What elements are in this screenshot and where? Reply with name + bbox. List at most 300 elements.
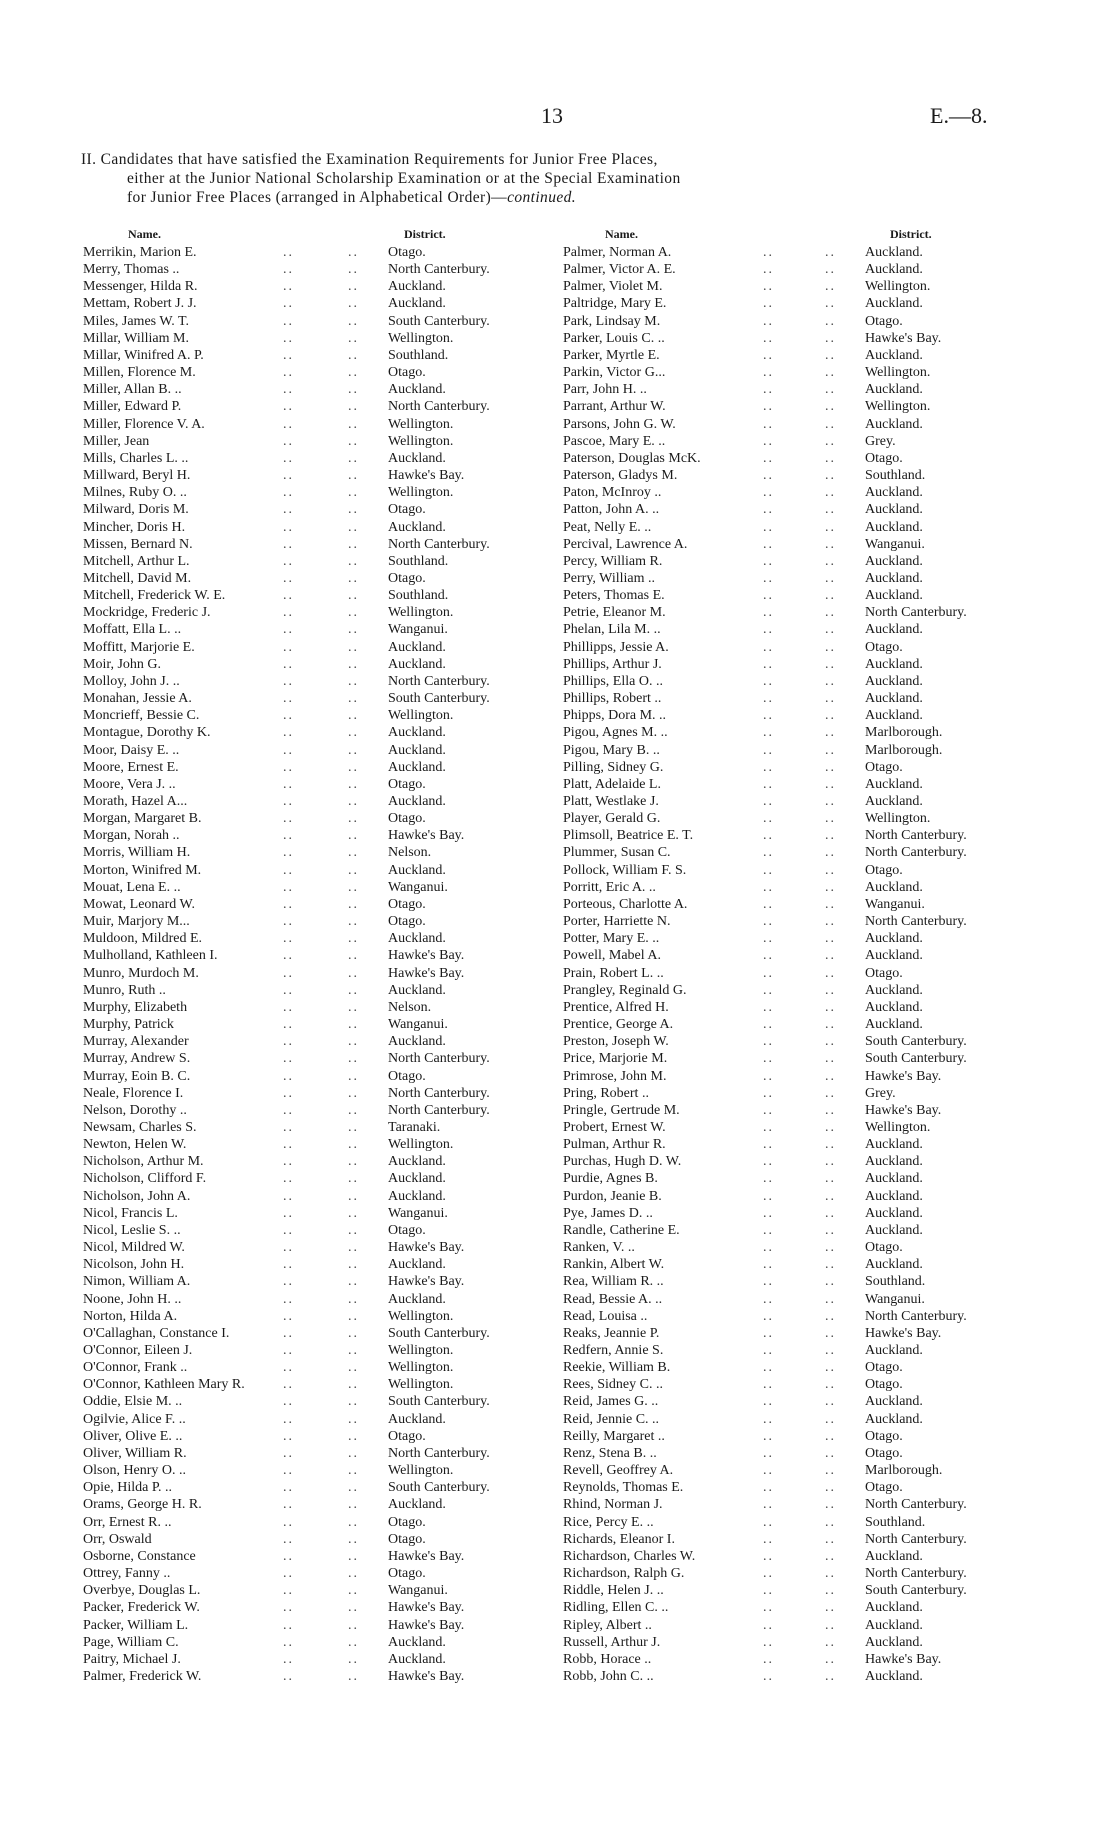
candidate-district: Hawke's Bay. [388,468,465,484]
candidate-name: Russell, Arthur J. [563,1634,661,1650]
leader-dots: .. [825,948,836,964]
candidate-district: Wellington. [865,811,931,827]
leader-dots: .. [348,1051,359,1067]
table-row [83,587,553,604]
leader-dots: .. [348,1274,359,1290]
table-row [563,570,1033,587]
table-row [563,1445,1033,1462]
candidate-district: Auckland. [388,1188,446,1204]
table-row [83,1153,553,1170]
candidate-name: Pring, Robert .. [563,1085,649,1101]
leader-dots: .. [283,828,294,844]
candidate-name: Potter, Mary E. .. [563,931,660,947]
candidate-district: Auckland. [865,999,923,1015]
candidate-name: Orr, Ernest R. .. [83,1514,172,1530]
table-row [83,1376,553,1393]
candidate-district: Otago. [388,245,426,260]
candidate-district: Auckland. [865,1617,923,1633]
candidate-name: Rhind, Norman J. [563,1497,663,1513]
leader-dots: .. [763,1360,774,1376]
table-row [83,1651,553,1668]
table-row [83,433,553,450]
candidate-name: Phelan, Lila M. .. [563,622,661,638]
leader-dots: .. [283,382,294,398]
leader-dots: .. [283,1034,294,1050]
candidate-name: Phillips, Ella O. .. [563,673,663,689]
table-row [83,621,553,638]
candidate-name: Molloy, John J. .. [83,673,180,689]
candidate-name: Parrant, Arthur W. [563,399,666,415]
leader-dots: .. [825,965,836,981]
leader-dots: .. [825,1600,836,1616]
leader-dots: .. [348,1325,359,1341]
table-row [83,639,553,656]
leader-dots: .. [763,1257,774,1273]
table-row [563,1239,1033,1256]
candidate-district: Auckland. [865,982,923,998]
leader-dots: .. [283,279,294,295]
candidate-district: Auckland. [388,1411,446,1427]
leader-dots: .. [283,1600,294,1616]
leader-dots: .. [348,896,359,912]
leader-dots: .. [348,1668,359,1684]
candidate-district: Otago. [388,1068,426,1084]
candidate-name: Mouat, Lena E. .. [83,879,181,895]
leader-dots: .. [283,296,294,312]
candidate-district: Otago. [865,862,903,878]
table-row [563,398,1033,415]
leader-dots: .. [348,931,359,947]
candidate-name: Palmer, Violet M. [563,279,663,295]
leader-dots: .. [825,1514,836,1530]
table-row [563,1462,1033,1479]
leader-dots: .. [825,794,836,809]
leader-dots: .. [348,1171,359,1187]
leader-dots: .. [283,605,294,621]
candidate-name: Millar, William M. [83,330,189,346]
leader-dots: .. [825,1171,836,1187]
leader-dots: .. [763,313,774,329]
candidate-district: Otago. [865,639,903,655]
table-row [563,1291,1033,1308]
table-row [563,1514,1033,1531]
table-row [83,1393,553,1410]
candidate-name: Randle, Catherine E. [563,1222,680,1238]
candidate-district: Auckland. [865,1137,923,1153]
table-row [83,1496,553,1513]
leader-dots: .. [763,1394,774,1410]
leader-dots: .. [763,605,774,621]
candidate-district: Wellington. [388,1360,454,1376]
table-row [83,965,553,982]
leader-dots: .. [825,1188,836,1204]
candidate-name: Morgan, Norah .. [83,828,180,844]
table-row [563,519,1033,536]
section-heading [81,150,1031,207]
table-row [83,467,553,484]
leader-dots: .. [825,502,836,518]
table-row [563,381,1033,398]
leader-dots: .. [348,776,359,792]
candidate-name: Monahan, Jessie A. [83,691,192,707]
table-row [83,1359,553,1376]
table-row [563,1256,1033,1273]
leader-dots: .. [348,1497,359,1513]
candidate-name: Mincher, Doris H. [83,519,186,535]
leader-dots: .. [283,811,294,827]
leader-dots: .. [825,1291,836,1307]
leader-dots: .. [763,1171,774,1187]
candidate-name: Nicol, Francis L. [83,1205,178,1221]
leader-dots: .. [825,1445,836,1461]
leader-dots: .. [348,433,359,449]
candidate-name: Percy, William R. [563,553,663,569]
candidate-district: South Canterbury. [865,1051,967,1067]
candidate-name: Renz, Stena B. .. [563,1445,657,1461]
candidate-district: Otago. [388,1514,426,1530]
leader-dots: .. [825,1274,836,1290]
table-row [83,553,553,570]
candidate-district: Auckland. [388,656,446,672]
table-row [83,1068,553,1085]
leader-dots: .. [763,1548,774,1564]
table-row [563,484,1033,501]
leader-dots: .. [348,1291,359,1307]
candidate-name: Morris, William H. [83,845,191,861]
table-row [563,1428,1033,1445]
table-row [83,484,553,501]
candidate-name: Miller, Edward P. [83,399,182,415]
candidate-district: Auckland. [865,296,923,312]
candidate-district: Wellington. [388,433,454,449]
candidate-name: Overbye, Douglas L. [83,1583,201,1599]
candidate-name: Rea, William R. .. [563,1274,664,1290]
leader-dots: .. [283,1222,294,1238]
leader-dots: .. [825,365,836,381]
leader-dots: .. [348,296,359,312]
candidate-district: Auckland. [865,485,923,501]
leader-dots: .. [825,262,836,278]
leader-dots: .. [283,982,294,998]
leader-dots: .. [763,1566,774,1582]
leader-dots: .. [283,433,294,449]
leader-dots: .. [348,1463,359,1479]
leader-dots: .. [348,1308,359,1324]
candidate-district: Auckland. [388,296,446,312]
leader-dots: .. [825,1240,836,1256]
table-row [83,1205,553,1222]
leader-dots: .. [763,245,774,260]
candidate-district: Hawke's Bay. [388,1548,465,1564]
leader-dots: .. [283,896,294,912]
table-row [563,965,1033,982]
leader-dots: .. [825,811,836,827]
leader-dots: .. [348,622,359,638]
table-row [83,1085,553,1102]
table-row [83,1411,553,1428]
candidate-name: Packer, William L. [83,1617,189,1633]
candidate-district: Auckland. [865,1171,923,1187]
leader-dots: .. [825,1394,836,1410]
leader-dots: .. [825,639,836,655]
leader-dots: .. [348,262,359,278]
candidate-district: Marlborough. [865,725,943,741]
leader-dots: .. [348,742,359,758]
candidate-name: Plimsoll, Beatrice E. T. [563,828,694,844]
left-name-column-header: Name. [128,227,161,241]
candidate-district: Auckland. [865,588,923,604]
leader-dots: .. [283,468,294,484]
table-row [83,1050,553,1067]
leader-dots: .. [825,1137,836,1153]
candidate-name: Muldoon, Mildred E. [83,931,202,947]
leader-dots: .. [348,553,359,569]
leader-dots: .. [763,914,774,930]
leader-dots: .. [763,1428,774,1444]
candidate-district: Auckland. [388,1497,446,1513]
candidate-district: Wanganui. [388,1205,448,1221]
leader-dots: .. [283,1017,294,1033]
candidate-name: Milnes, Ruby O. .. [83,485,187,501]
leader-dots: .. [825,845,836,861]
heading-continued: continued. [507,189,577,206]
candidate-district: Auckland. [865,553,923,569]
table-row [83,244,553,261]
leader-dots: .. [283,1394,294,1410]
table-row [83,724,553,741]
leader-dots: .. [763,1051,774,1067]
candidate-name: O'Connor, Frank .. [83,1360,188,1376]
heading-line-3-text: for Junior Free Places (arranged in Alphabetical Order)— [127,189,508,206]
leader-dots: .. [348,1017,359,1033]
leader-dots: .. [348,965,359,981]
leader-dots: .. [825,519,836,535]
candidate-name: Porteous, Charlotte A. [563,896,688,912]
table-row [563,896,1033,913]
table-row [83,330,553,347]
candidate-district: Auckland. [388,450,446,466]
candidate-name: Plummer, Susan C. [563,845,671,861]
leader-dots: .. [283,1102,294,1118]
table-row [83,1188,553,1205]
leader-dots: .. [763,879,774,895]
leader-dots: .. [825,1034,836,1050]
candidate-name: Phillips, Robert .. [563,691,662,707]
leader-dots: .. [825,468,836,484]
candidate-name: Robb, John C. .. [563,1668,654,1684]
candidate-name: Pascoe, Mary E. .. [563,433,666,449]
candidate-district: Auckland. [865,673,923,689]
leader-dots: .. [763,862,774,878]
leader-dots: .. [348,605,359,621]
table-row [83,844,553,861]
candidate-name: Powell, Mabel A. [563,948,661,964]
table-row [563,1376,1033,1393]
candidate-district: North Canterbury. [388,673,490,689]
heading-line-3 [81,188,1031,207]
leader-dots: .. [283,639,294,655]
candidate-district: Wellington. [865,279,931,295]
candidate-name: Muir, Marjory M... [83,914,190,930]
candidate-name: Ridling, Ellen C. .. [563,1600,669,1616]
leader-dots: .. [825,553,836,569]
candidate-district: Taranaki. [388,1119,441,1135]
candidate-district: Wanganui. [865,1291,925,1307]
table-row [563,278,1033,295]
candidate-district: Grey. [865,1085,896,1101]
leader-dots: .. [348,416,359,432]
table-row [83,1119,553,1136]
leader-dots: .. [763,656,774,672]
leader-dots: .. [825,622,836,638]
table-row [83,999,553,1016]
leader-dots: .. [348,1600,359,1616]
leader-dots: .. [348,365,359,381]
leader-dots: .. [763,399,774,415]
leader-dots: .. [825,1085,836,1101]
right-district-column-header: District. [890,227,932,241]
candidate-name: Platt, Westlake J. [563,794,659,809]
candidate-district: Southland. [865,1274,926,1290]
candidate-district: Otago. [865,1480,903,1496]
leader-dots: .. [348,570,359,586]
leader-dots: .. [348,1343,359,1358]
table-row [83,570,553,587]
leader-dots: .. [763,1085,774,1101]
candidate-district: Auckland. [865,1394,923,1410]
candidate-name: Oliver, William R. [83,1445,187,1461]
candidate-name: Newton, Helen W. [83,1137,187,1153]
table-row [563,1565,1033,1582]
leader-dots: .. [348,1119,359,1135]
table-row [563,639,1033,656]
table-row [563,673,1033,690]
leader-dots: .. [348,1188,359,1204]
leader-dots: .. [348,1548,359,1564]
table-row [563,1617,1033,1634]
table-row [563,930,1033,947]
candidate-district: Auckland. [865,1154,923,1170]
candidate-district: Auckland. [865,245,923,260]
candidate-name: Pigou, Agnes M. .. [563,725,668,741]
leader-dots: .. [825,313,836,329]
candidate-name: Reilly, Margaret .. [563,1428,665,1444]
candidate-name: Oddie, Elsie M. .. [83,1394,183,1410]
candidate-district: Southland. [388,553,449,569]
candidate-district: North Canterbury. [865,1531,967,1547]
candidate-name: Miller, Jean [83,433,150,449]
leader-dots: .. [348,1085,359,1101]
candidate-district: North Canterbury. [865,914,967,930]
leader-dots: .. [763,673,774,689]
table-row [563,1496,1033,1513]
candidate-district: Wellington. [388,416,454,432]
candidate-district: Wanganui. [388,1017,448,1033]
leader-dots: .. [348,725,359,741]
candidate-name: Parkin, Victor G... [563,365,666,381]
leader-dots: .. [825,914,836,930]
candidate-name: Prentice, Alfred H. [563,999,669,1015]
table-row [563,1033,1033,1050]
leader-dots: .. [825,416,836,432]
leader-dots: .. [348,673,359,689]
candidate-district: Wanganui. [388,879,448,895]
leader-dots: .. [763,536,774,552]
candidate-name: Montague, Dorothy K. [83,725,211,741]
leader-dots: .. [825,1463,836,1479]
candidate-district: Auckland. [865,1205,923,1221]
candidate-name: Osborne, Constance [83,1548,196,1564]
table-row [83,347,553,364]
candidate-district: Hawke's Bay. [865,330,942,346]
candidate-name: Reynolds, Thomas E. [563,1480,684,1496]
table-row [83,1256,553,1273]
leader-dots: .. [825,1119,836,1135]
candidate-name: Paterson, Douglas McK. [563,450,701,466]
leader-dots: .. [348,502,359,518]
candidate-district: Otago. [865,1377,903,1393]
candidate-name: Millar, Winifred A. P. [83,347,204,363]
leader-dots: .. [283,1480,294,1496]
leader-dots: .. [283,262,294,278]
candidate-name: Reaks, Jeannie P. [563,1325,660,1341]
candidate-name: Nelson, Dorothy .. [83,1102,187,1118]
candidate-district: Otago. [865,1445,903,1461]
leader-dots: .. [283,914,294,930]
leader-dots: .. [763,622,774,638]
leader-dots: .. [283,399,294,415]
leader-dots: .. [825,605,836,621]
candidate-district: Wanganui. [388,622,448,638]
leader-dots: .. [763,1531,774,1547]
candidate-name: Parsons, John G. W. [563,416,676,432]
table-row [83,1531,553,1548]
leader-dots: .. [283,691,294,707]
candidate-district: South Canterbury. [388,1394,490,1410]
leader-dots: .. [763,1188,774,1204]
leader-dots: .. [283,862,294,878]
table-row [563,1582,1033,1599]
candidate-district: South Canterbury. [865,1034,967,1050]
leader-dots: .. [825,1325,836,1341]
candidate-district: Wellington. [388,1377,454,1393]
leader-dots: .. [283,1343,294,1358]
table-row [563,1050,1033,1067]
candidate-name: Olson, Henry O. .. [83,1463,187,1479]
leader-dots: .. [825,759,836,775]
candidate-district: North Canterbury. [388,1102,490,1118]
candidate-name: Reid, James G. .. [563,1394,659,1410]
leader-dots: .. [348,1137,359,1153]
candidate-name: Packer, Frederick W. [83,1600,200,1616]
table-row [563,433,1033,450]
leader-dots: .. [825,1343,836,1358]
leader-dots: .. [763,485,774,501]
leader-dots: .. [348,1583,359,1599]
candidate-name: Merry, Thomas .. [83,262,180,278]
table-row [563,1651,1033,1668]
candidate-district: Auckland. [388,1171,446,1187]
candidate-name: Pulman, Arthur R. [563,1137,666,1153]
table-row [563,1325,1033,1342]
leader-dots: .. [763,1240,774,1256]
candidate-name: Orr, Oswald [83,1531,152,1547]
table-row [563,536,1033,553]
leader-dots: .. [825,1051,836,1067]
leader-dots: .. [283,1360,294,1376]
candidate-district: Otago. [388,1428,426,1444]
leader-dots: .. [825,1068,836,1084]
